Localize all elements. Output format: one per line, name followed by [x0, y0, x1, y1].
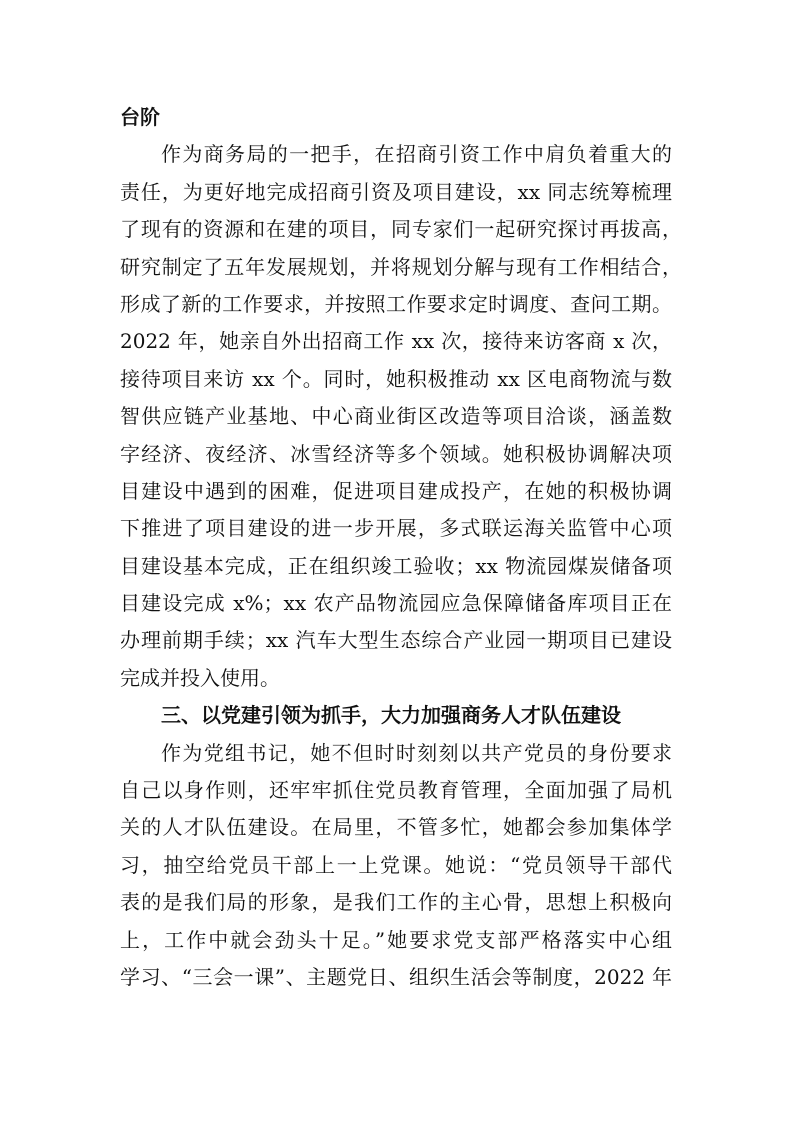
paragraph-line: 字经济、夜经济、冰雪经济等多个领域。她积极协调解决项 — [120, 441, 672, 466]
section-heading-tail: 台阶 — [120, 105, 160, 129]
paragraph-line: 目建设完成 x%；xx 农产品物流园应急保障储备库项目正在 — [120, 591, 672, 616]
paragraph-line: 下推进了项目建设的进一步开展，多式联运海关监管中心项 — [120, 516, 672, 541]
paragraph-line: 上，工作中就会劲头十足。”她要求党支部严格落实中心组 — [120, 927, 672, 952]
paragraph-line: 习，抽空给党员干部上一上党课。她说：“党员领导干部代 — [120, 852, 672, 877]
paragraph-line: 接待项目来访 xx 个。同时，她积极推动 xx 区电商物流与数 — [120, 366, 672, 391]
document-page — [120, 99, 682, 996]
paragraph-line: 智供应链产业基地、中心商业街区改造等项目洽谈，涵盖数 — [120, 404, 672, 429]
paragraph-line: 自己以身作则，还牢牢抓住党员教育管理，全面加强了局机 — [120, 778, 672, 803]
paragraph-line: 形成了新的工作要求，并按照工作要求定时调度、查问工期。 — [120, 291, 672, 316]
paragraph-line: 表的是我们局的形象，是我们工作的主心骨，思想上积极向 — [120, 890, 672, 915]
paragraph-line: 研究制定了五年发展规划，并将规划分解与现有工作相结合， — [120, 254, 682, 279]
paragraph-line: 作为商务局的一把手，在招商引资工作中肩负着重大的 — [161, 142, 672, 167]
paragraph-line: 2022 年，她亲自外出招商工作 xx 次，接待来访客商 x 次， — [120, 329, 672, 354]
paragraph-line: 作为党组书记，她不但时时刻刻以共产党员的身份要求 — [161, 740, 672, 765]
paragraph-investment — [120, 136, 682, 697]
paragraph-line: 完成并投入使用。 — [120, 665, 280, 690]
paragraph-line: 目建设中遇到的困难，促进项目建成投产，在她的积极协调 — [120, 478, 672, 503]
paragraph-line: 了现有的资源和在建的项目，同专家们一起研究探讨再拔高， — [120, 217, 682, 242]
paragraph-line: 办理前期手续；xx 汽车大型生态综合产业园一期项目已建设 — [120, 628, 672, 653]
paragraph-line: 目建设基本完成，正在组织竣工验收；xx 物流园煤炭储备项 — [120, 553, 672, 578]
paragraph-line: 责任，为更好地完成招商引资及项目建设，xx 同志统筹梳理 — [120, 179, 672, 204]
paragraph-party-building — [120, 735, 672, 997]
paragraph-line: 学习、“三会一课”、主题党日、组织生活会等制度，2022 年 — [120, 964, 672, 989]
paragraph-line: 关的人才队伍建设。在局里，不管多忙，她都会参加集体学 — [120, 815, 672, 840]
section-3-heading: 三、以党建引领为抓手，大力加强商务人才队伍建设 — [161, 703, 621, 728]
